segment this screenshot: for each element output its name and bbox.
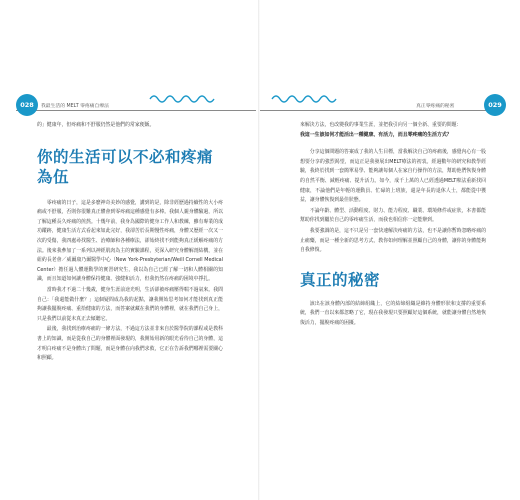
intro-fragment: 的」健康年，但疼痛和不舒服仍然是他們的常家便飯。 — [37, 122, 155, 128]
bold-question: 我這一生該如何才能活出一種健康、有活力，而且零疼痛的生活方式？ — [300, 131, 452, 138]
section-heading-life: 你的生活可以不必和疼痛為伍 — [37, 146, 214, 186]
right-page-content — [300, 121, 486, 329]
page-number-left: 028 — [16, 94, 38, 116]
wave-decoration — [148, 92, 220, 106]
wave-decoration — [270, 92, 342, 106]
running-head-right: 真正零疼痛的秘密 — [416, 104, 455, 109]
body-paragraph: 當時我才不過二十幾歲，健身生涯前途光明，生活卻被疼痛壓得喘不過氣來。我問自己：「我還能做什麼？」這個疑問成為我的起點，讓我開始思考如何才能找到真正能夠讓我擺脫疼痛、重拾健康的方法，而答案就藏在我們的身體裡，就在我們自己身上，只是我們以前從未真正去傾聽它。 — [37, 286, 223, 322]
body-paragraph: 分享這個問題的答案成了我的人生目標，當我解決自己的疼痛後，感覺內心有一股想要分享的強烈渴望，而這正是我發展出MELT療法的初衷。經過數年的研究和教學經驗，我終於找到一套簡單易學、能夠讓每個人在家自行操作的方法，幫助他們恢復身體的自然平衡、減輕疼痛、提升活力。如今，成千上萬的人已經透過MELT療法重新找回健康，不論他們是年輕的運動員、忙碌的上班族，還是年長的退休人士，都能從中獲益，讓身體恢復到最佳狀態。 — [300, 149, 486, 204]
body-paragraph: 最後，我找到治療疼痛的一條方法，不過這方法並非來自於醫學院的課程或是教科書上的知識，而是從我自己的身體裡面發現的，我開始用新的眼光看待自己的身體，這才明白疼痛不是身體出了問題，而是身體在向我們求救，它正在告訴我們哪裡需要關心和照顧。 — [37, 326, 223, 362]
body-paragraph: 零疼痛的日子，這是多麼神奇美妙的感覺，講到的是，除非經歷過持續性的大小疼痛或不舒服，否則你很難真正體會到零疼痛這種感覺有多棒。我個人親身體驗過，所以了解這種長久疼痛的煎熬。十幾年前，我身為國際的健身工作人和教練，雖有專業的成功蹤跡，健康生活方式看起來如此完好，我卻苦於長期慢性疼痛，身體又歷經一次又一次的受傷，我四處尋找醫生、治療師和各種療法，卻始終找不到能夠真正緩解疼痛的方法。後來我參加了一系列以神經肌肉為主的實驗課程，更深入研究身體解剖結構，並在紐約長老會／威爾康乃爾醫學中心（New York-Presbyterian/Weill Cornell Medical Center）擔任過人體運動學的實習研究生，我以為自己已經了解一切和人體相關的知識，而且知道如何讓身體保持健康、強健和活力，但我仍然在疼痛的困境中掙扎。 — [37, 199, 223, 283]
section-heading-secret: 真正的秘密 — [300, 269, 381, 289]
intro-paragraph: 來解決方法，也改變我的事業生涯，並把我引向另一個全新、重要的問題： — [300, 122, 462, 128]
page-number-right: 029 — [484, 94, 506, 116]
body-paragraph: 不論年齡、體型、活動程度、財力、能力程度、職業、環境條件或症狀，本書都能幫助你找到屬於自己的零疼痛生活，而我也相信你一定能辦到。 — [300, 207, 486, 224]
body-paragraph: 該出在該身體內部的結締組織上，它的結缔組織是維持身體形狀和支撐的重要系統，我們一直以來都忽略了它，現在我發現只要照顧好這個系統，就能讓身體自然地恢復活力，擺脫疼痛的困擾。 — [300, 300, 486, 326]
running-head-left: 我最生活的 MELT 零疼痛自療法 — [41, 104, 109, 109]
body-paragraph: 我要強調的是，這不只是另一套快速解決疼痛的方法，也不是讓你暫時忽略疼痛的止痛藥，而是一種全新的思考方式，教你如何理解並照顧自己的身體，讓你的身體能夠自我修復。 — [300, 227, 486, 254]
header-rule-left — [16, 110, 256, 111]
header-rule-right — [260, 110, 488, 111]
left-page-content — [37, 121, 223, 364]
right-page — [260, 0, 520, 500]
